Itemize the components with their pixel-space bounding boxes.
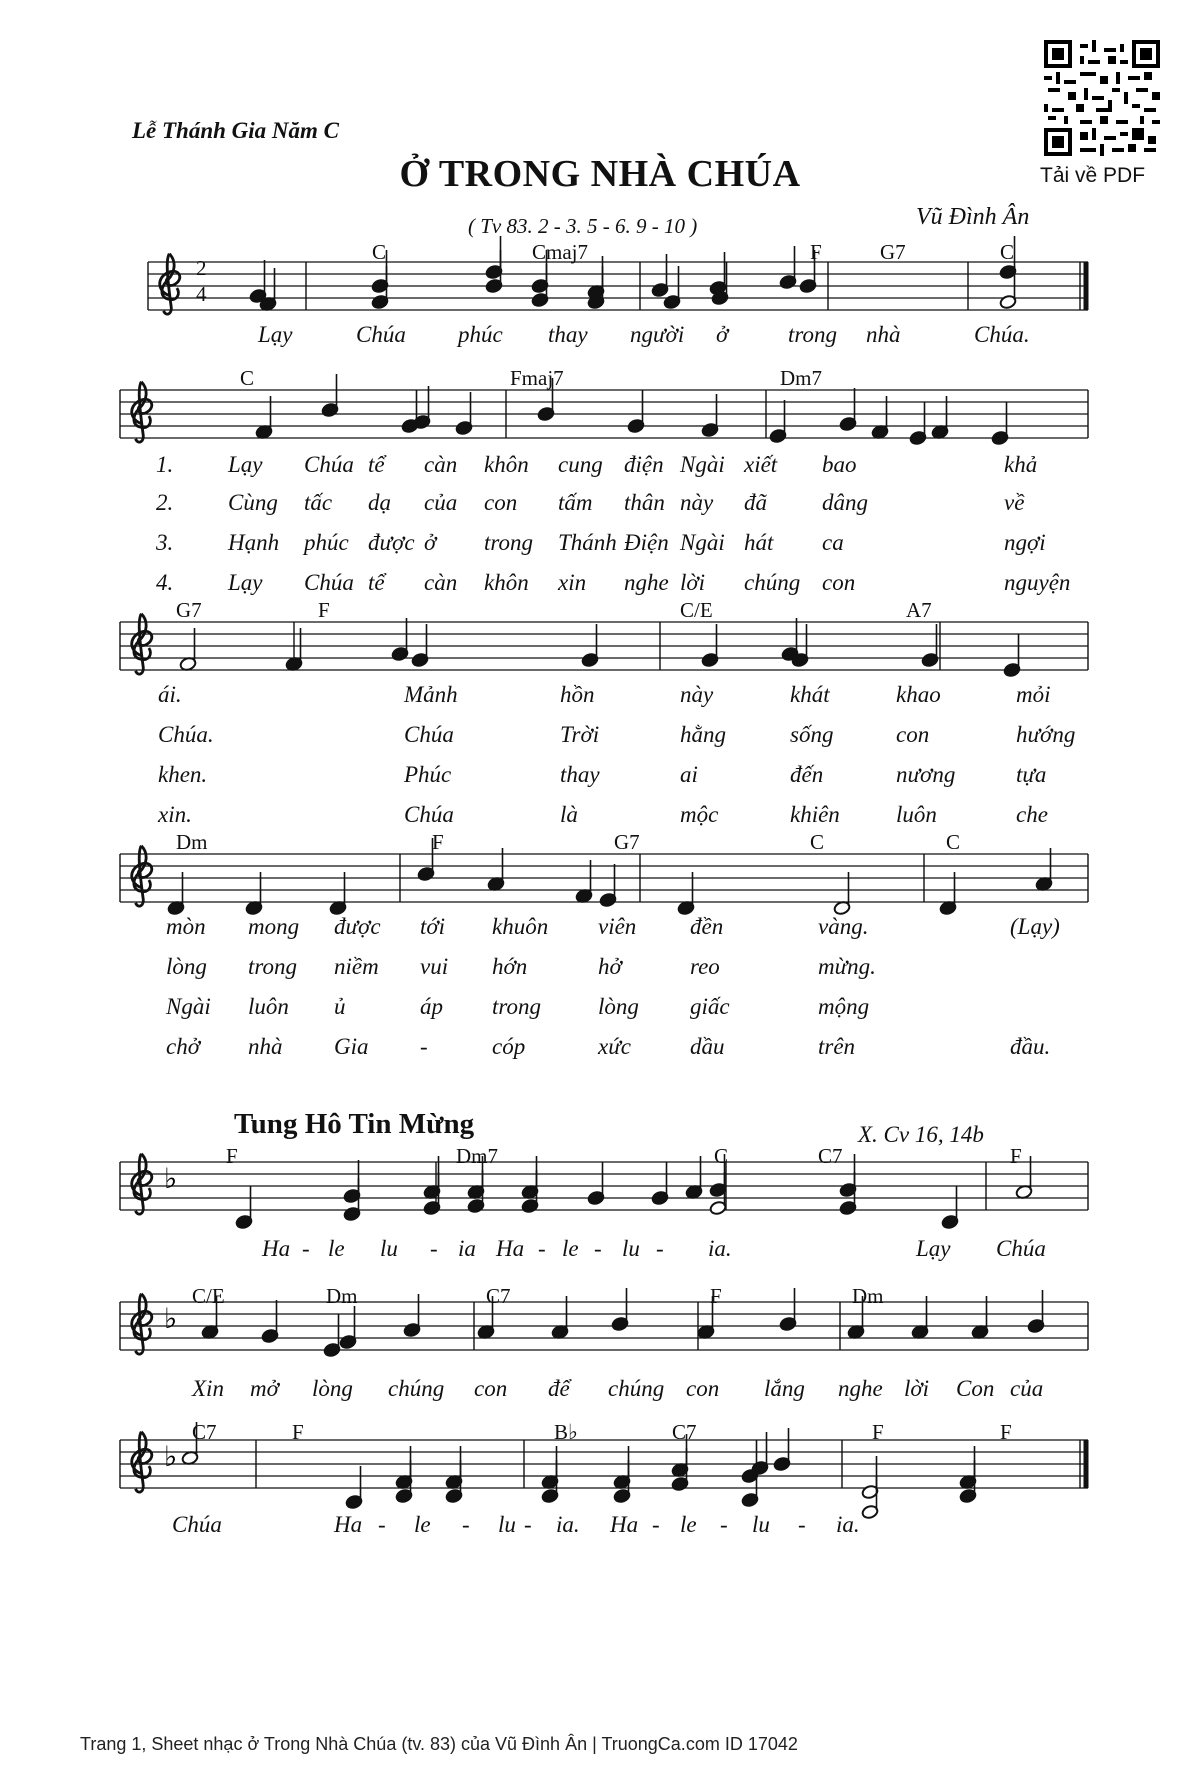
lyric-syllable: xiết: [744, 452, 778, 477]
lyric-syllable: ở: [716, 322, 729, 347]
lyric-syllable: Gia: [334, 1034, 369, 1059]
chord-symbol: C: [1000, 240, 1015, 264]
lyric-syllable: Ngài: [680, 452, 725, 477]
chord-symbol: C7: [672, 1420, 697, 1444]
lyric-syllable: con: [822, 570, 856, 595]
lyric-syllable: le: [680, 1512, 697, 1537]
lyric-syllable: Thánh: [558, 530, 617, 555]
chord-symbol: F: [710, 1284, 722, 1308]
treble-clef-icon: [132, 382, 152, 442]
lyric-syllable: Con: [956, 1376, 995, 1401]
lyric-syllable: sống: [790, 722, 834, 747]
lyric-syllable: ia.: [708, 1236, 732, 1261]
lyric-syllable: -: [720, 1512, 728, 1537]
lyric-syllable: lu: [380, 1236, 398, 1261]
lyric-syllable: đến: [790, 762, 824, 787]
section2-title: Tung Hô Tin Mừng: [234, 1108, 475, 1140]
lyric-syllable: về: [1004, 490, 1025, 515]
lyric-syllable: tấm: [558, 490, 593, 515]
lyric-syllable: vui: [420, 954, 449, 979]
lyric-syllable: tể: [368, 452, 385, 477]
chord-symbol: B♭: [554, 1420, 578, 1444]
lyric-syllable: con: [474, 1376, 508, 1401]
lyric-syllable: nhà: [248, 1034, 283, 1059]
lyric-syllable: ngợi: [1004, 530, 1046, 555]
lyric-syllable: Điện: [624, 530, 669, 555]
lyric-syllable: ở: [424, 530, 437, 555]
lyric-syllable: hằng: [680, 722, 726, 747]
lyric-syllable: -: [594, 1236, 602, 1261]
lyric-syllable: Mảnh: [404, 682, 458, 707]
lyric-syllable: cung: [558, 452, 603, 477]
chord-symbol: F: [432, 830, 444, 854]
treble-clef-icon: [132, 1432, 152, 1492]
lyric-syllable: -: [378, 1512, 386, 1537]
chord-symbol: F: [1010, 1144, 1022, 1168]
lyric-syllable: 2.: [156, 490, 174, 515]
lyric-syllable: Xin: [192, 1376, 224, 1401]
lyric-syllable: -: [652, 1512, 660, 1537]
chord-symbol: G7: [880, 240, 906, 264]
lyric-syllable: Ha: [610, 1512, 639, 1537]
lyric-syllable: này: [680, 682, 714, 707]
lyric-syllable: mừng.: [818, 954, 876, 979]
lyric-syllable: lời: [904, 1376, 930, 1401]
lyric-syllable: mòn: [166, 914, 206, 939]
lyric-syllable: Phúc: [404, 762, 452, 787]
lyric-syllable: 4.: [156, 570, 174, 595]
lyric-syllable: phúc: [458, 322, 503, 347]
section2-reference: X. Cv 16, 14b: [858, 1122, 984, 1147]
lyric-syllable: đã: [744, 490, 767, 515]
lyric-syllable: Ha: [262, 1236, 291, 1261]
lyric-syllable: Chúa: [304, 452, 354, 477]
lyric-syllable: người: [630, 322, 685, 347]
lyric-syllable: hở: [598, 954, 622, 979]
lyric-syllable: Hạnh: [228, 530, 280, 555]
download-pdf-link[interactable]: Tải về PDF: [1040, 164, 1146, 187]
lyric-syllable: trên: [818, 1034, 856, 1059]
chord-symbol: F: [318, 598, 330, 622]
lyric-syllable: ia.: [836, 1512, 860, 1537]
lyric-syllable: -: [798, 1512, 806, 1537]
lyric-syllable: mong: [248, 914, 300, 939]
lyric-syllable: Ngài: [680, 530, 725, 555]
lyric-syllable: Chúa: [404, 722, 454, 747]
lyric-syllable: che: [1016, 802, 1048, 827]
treble-clef-icon: [132, 614, 152, 674]
lyric-syllable: -: [462, 1512, 470, 1537]
lyric-syllable: càn: [424, 452, 458, 477]
lyric-syllable: đền: [690, 914, 724, 939]
lyric-syllable: hướng: [1016, 722, 1076, 747]
lyric-syllable: lắng: [764, 1376, 805, 1401]
chord-symbol: F: [226, 1144, 238, 1168]
lyric-syllable: này: [680, 490, 714, 515]
lyric-syllable: nghe: [624, 570, 669, 595]
flat-key-signature-icon: ♭: [164, 1440, 178, 1473]
lyric-syllable: lòng: [166, 954, 207, 979]
chord-symbol: Dm7: [780, 366, 822, 390]
chord-symbol: F: [810, 240, 822, 264]
lyric-syllable: nguyện: [1004, 570, 1071, 595]
lyric-syllable: reo: [690, 954, 720, 979]
chord-symbol: G7: [176, 598, 202, 622]
lyric-syllable: tựa: [1016, 762, 1047, 787]
lyric-syllable: xin: [558, 570, 587, 595]
lyric-syllable: giấc: [690, 994, 730, 1019]
lyric-syllable: ai: [680, 762, 698, 787]
lyric-syllable: Cùng: [228, 490, 278, 515]
lyric-syllable: Chúa: [172, 1512, 222, 1537]
lyric-syllable: Lạy: [228, 570, 263, 595]
lyric-syllable: bao: [822, 452, 857, 477]
chord-symbol: C: [946, 830, 961, 854]
lyric-syllable: Chúa: [996, 1236, 1046, 1261]
lyric-syllable: hát: [744, 530, 774, 555]
chord-symbol: C/E: [680, 598, 713, 622]
time-sig-bottom: 4: [196, 282, 207, 306]
lyric-syllable: -: [420, 1034, 428, 1059]
lyric-syllable: mở: [250, 1376, 279, 1401]
lyric-syllable: để: [548, 1376, 570, 1401]
lyric-syllable: con: [686, 1376, 720, 1401]
lyric-syllable: nhà: [866, 322, 901, 347]
lyric-syllable: xin.: [158, 802, 192, 827]
lyric-syllable: áp: [420, 994, 443, 1019]
lyric-syllable: khiên: [790, 802, 840, 827]
lyric-syllable: ia.: [556, 1512, 580, 1537]
chord-symbol: Dm7: [456, 1144, 498, 1168]
chord-symbol: C/E: [192, 1284, 225, 1308]
chord-symbol: C: [714, 1144, 729, 1168]
treble-clef-icon: [132, 1154, 152, 1214]
lyric-syllable: ái.: [158, 682, 182, 707]
lyric-syllable: là: [560, 802, 578, 827]
chord-symbol: F: [872, 1420, 884, 1444]
lyric-syllable: càn: [424, 570, 458, 595]
lyric-syllable: dâng: [822, 490, 868, 515]
chord-symbol: C: [240, 366, 255, 390]
chord-symbol: C7: [818, 1144, 843, 1168]
lyric-syllable: trong: [484, 530, 533, 555]
lyric-syllable: niềm: [334, 954, 379, 979]
page-footer: Trang 1, Sheet nhạc ở Trong Nhà Chúa (tv. 83) của Vũ Đình Ân | TruongCa.com ID 17042: [80, 1734, 798, 1754]
psalm-reference: ( Tv 83. 2 - 3. 5 - 6. 9 - 10 ): [468, 214, 698, 238]
lyric-syllable: lòng: [598, 994, 639, 1019]
lyric-syllable: hồn: [560, 682, 595, 707]
lyric-syllable: chúng: [744, 570, 801, 595]
song-title: Ở TRONG NHÀ CHÚA: [399, 153, 801, 195]
lyric-syllable: Chúa.: [158, 722, 214, 747]
lyric-syllable: cóp: [492, 1034, 526, 1059]
lyric-syllable: thay: [560, 762, 600, 787]
lyric-syllable: Chúa: [304, 570, 354, 595]
lyric-syllable: khát: [790, 682, 830, 707]
lyric-syllable: Ha: [334, 1512, 363, 1537]
lyric-syllable: con: [484, 490, 518, 515]
lyric-syllable: mộng: [818, 994, 870, 1019]
flat-key-signature-icon: ♭: [164, 1302, 178, 1335]
lyric-syllable: Lạy: [228, 452, 263, 477]
chord-symbol: C7: [486, 1284, 511, 1308]
chord-symbol: C: [372, 240, 387, 264]
lyric-syllable: dầu: [690, 1034, 725, 1059]
lyric-syllable: tới: [420, 914, 446, 939]
lyric-syllable: khen.: [158, 762, 208, 787]
lyric-syllable: luôn: [896, 802, 937, 827]
lyric-syllable: Chúa.: [974, 322, 1030, 347]
treble-clef-icon: [160, 254, 180, 314]
lyric-syllable: ủ: [334, 994, 346, 1019]
chord-symbol: C: [810, 830, 825, 854]
lyric-syllable: của: [1010, 1376, 1044, 1401]
lyric-syllable: le: [328, 1236, 345, 1261]
flat-key-signature-icon: ♭: [164, 1162, 178, 1195]
lyric-syllable: ia: [458, 1236, 476, 1261]
lyric-syllable: Chúa: [356, 322, 406, 347]
lyric-syllable: Ha: [496, 1236, 525, 1261]
lyric-syllable: chúng: [388, 1376, 445, 1401]
lyric-syllable: trong: [788, 322, 837, 347]
chord-symbol: F: [292, 1420, 304, 1444]
lyric-syllable: khả: [1004, 452, 1038, 477]
lyric-syllable: Chúa: [404, 802, 454, 827]
lyric-syllable: xức: [598, 1034, 631, 1059]
lyric-syllable: Ngài: [166, 994, 211, 1019]
lyric-syllable: con: [896, 722, 930, 747]
chord-symbol: A7: [906, 598, 932, 622]
chord-symbol: G7: [614, 830, 640, 854]
lyric-syllable: nghe: [838, 1376, 883, 1401]
lyric-syllable: mỏi: [1016, 682, 1051, 707]
lyric-syllable: trong: [248, 954, 297, 979]
lyric-syllable: -: [656, 1236, 664, 1261]
occasion-label: Lễ Thánh Gia Năm C: [132, 118, 340, 143]
lyric-syllable: lu: [498, 1512, 516, 1537]
lyric-syllable: viên: [598, 914, 637, 939]
lyric-syllable: chúng: [608, 1376, 665, 1401]
lyric-syllable: đầu.: [1010, 1034, 1051, 1059]
lyric-syllable: le: [414, 1512, 431, 1537]
lyric-syllable: lời: [680, 570, 706, 595]
composer-name: Vũ Đình Ân: [916, 204, 1030, 230]
chord-symbol: Dm: [326, 1284, 358, 1308]
lyric-syllable: được: [368, 530, 415, 555]
treble-clef-icon: [132, 846, 152, 906]
lyric-syllable: tể: [368, 570, 385, 595]
lyric-syllable: nương: [896, 762, 956, 787]
lyric-syllable: điện: [624, 452, 664, 477]
lyric-syllable: -: [302, 1236, 310, 1261]
lyric-syllable: chở: [166, 1034, 200, 1059]
lyric-syllable: Trời: [560, 722, 600, 747]
lyric-syllable: -: [430, 1236, 438, 1261]
chord-symbol: Fmaj7: [510, 366, 564, 390]
lyric-syllable: luôn: [248, 994, 289, 1019]
lyric-syllable: lu: [622, 1236, 640, 1261]
lyric-syllable: khôn: [484, 452, 529, 477]
lyric-syllable: ca: [822, 530, 844, 555]
lyric-syllable: vàng.: [818, 914, 869, 939]
lyric-syllable: hớn: [492, 954, 528, 979]
lyric-syllable: -: [524, 1512, 532, 1537]
lyric-syllable: lòng: [312, 1376, 353, 1401]
lyric-syllable: lu: [752, 1512, 770, 1537]
lyric-syllable: 3.: [156, 530, 174, 555]
lyric-syllable: trong: [492, 994, 541, 1019]
lyric-syllable: dạ: [368, 490, 391, 515]
treble-clef-icon: [132, 1294, 152, 1354]
lyric-syllable: thân: [624, 490, 665, 515]
lyric-syllable: khao: [896, 682, 941, 707]
lyric-syllable: Lạy: [258, 322, 293, 347]
chord-symbol: F: [1000, 1420, 1012, 1444]
chord-symbol: Dm: [852, 1284, 884, 1308]
lyric-syllable: của: [424, 490, 458, 515]
lyric-syllable: thay: [548, 322, 588, 347]
chord-symbol: C7: [192, 1420, 217, 1444]
lyric-syllable: 1.: [156, 452, 174, 477]
lyric-syllable: mộc: [680, 802, 719, 827]
lyric-syllable: -: [538, 1236, 546, 1261]
lyric-syllable: (Lạy): [1010, 914, 1060, 939]
lyric-syllable: khôn: [484, 570, 529, 595]
lyric-syllable: le: [562, 1236, 579, 1261]
lyric-syllable: phúc: [304, 530, 349, 555]
chord-symbol: Dm: [176, 830, 208, 854]
lyric-syllable: được: [334, 914, 381, 939]
lyric-syllable: tấc: [304, 490, 333, 515]
lyric-syllable: Lạy: [916, 1236, 951, 1261]
time-sig-top: 2: [196, 256, 207, 280]
lyric-syllable: khuôn: [492, 914, 549, 939]
chord-symbol: Cmaj7: [532, 240, 588, 264]
